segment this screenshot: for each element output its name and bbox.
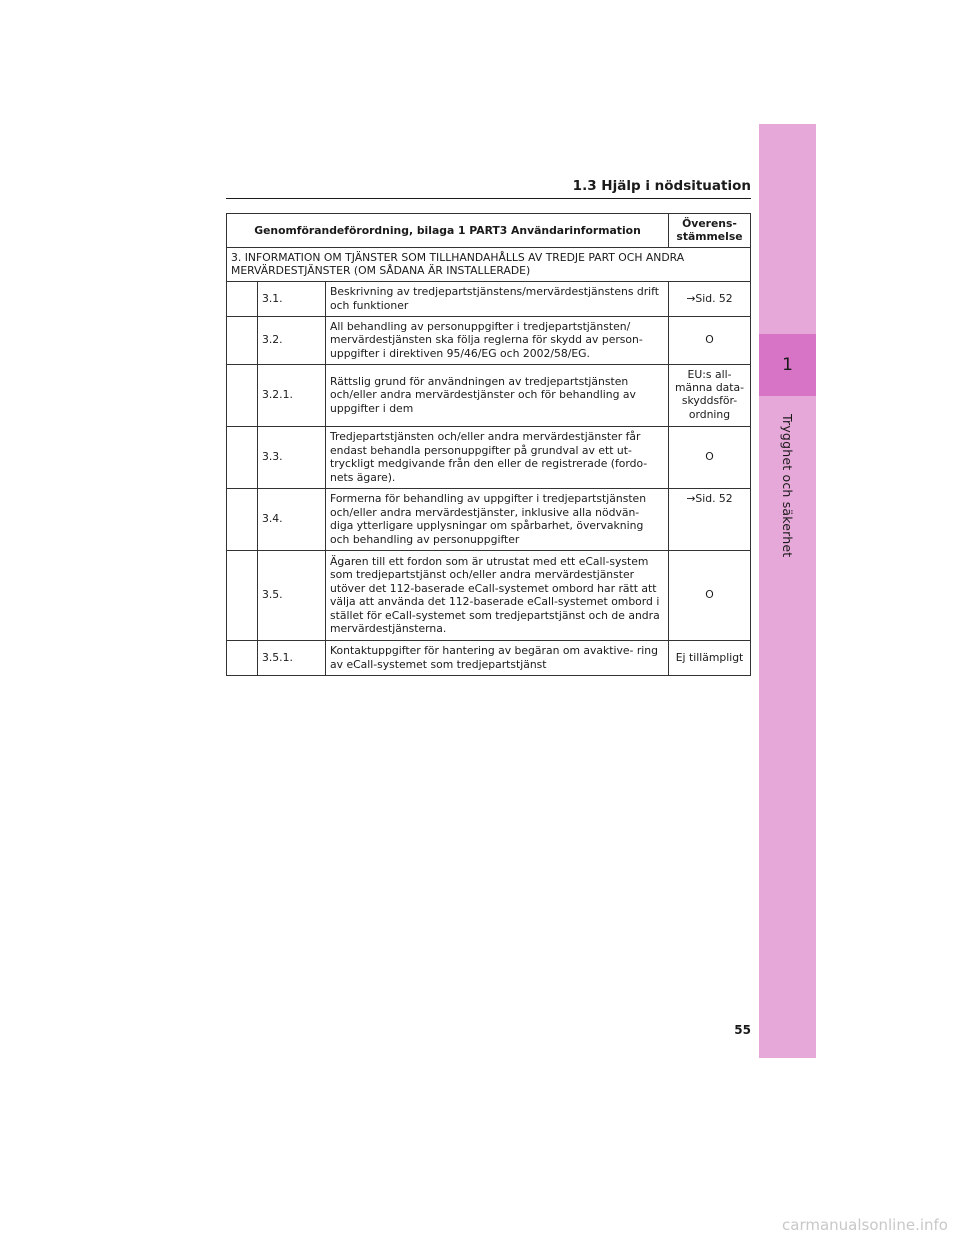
item-conformity: O <box>669 316 751 364</box>
chapter-number: 1 <box>782 355 793 375</box>
user-information-table <box>226 213 751 676</box>
indent-cell <box>227 281 258 316</box>
indent-cell <box>227 364 258 426</box>
table-row <box>227 488 751 550</box>
item-description: All behandling av personuppgifter i tredjepartstjänsten/ mervärdestjänsten ska följa reglerna för skydd av person- uppgifter i direktiven 95/46/EG och 2002/58/EG. <box>326 316 669 364</box>
watermark: carmanualsonline.info <box>782 1216 948 1234</box>
item-conformity: O <box>669 550 751 640</box>
item-description: Kontaktuppgifter för hantering av begäran om avaktive- ring av eCall-systemet som tredjepartstjänst <box>326 640 669 675</box>
item-description: Rättslig grund för användningen av tredjepartstjänsten och/eller andra mervärdestjänster och för behandling av uppgifter i dem <box>326 364 669 426</box>
item-description: Beskrivning av tredjepartstjänstens/mervärdestjänstens drift och funktioner <box>326 281 669 316</box>
item-conformity: Ej tillämpligt <box>669 640 751 675</box>
page-number: 55 <box>734 1023 751 1037</box>
item-number: 3.5. <box>258 550 326 640</box>
table-row <box>227 640 751 675</box>
section-title: 1.3 Hjälp i nödsituation <box>226 178 751 199</box>
table-row <box>227 364 751 426</box>
table-row <box>227 316 751 364</box>
header-main: Genomförandeförordning, bilaga 1 PART3 Användarinformation <box>227 214 669 248</box>
item-description: Tredjepartstjänsten och/eller andra mervärdestjänster får endast behandla personuppgifter på grundval av ett ut- tryckligt medgivande från den eller de registrerade (fordo- nets ägare). <box>326 426 669 488</box>
header-conformity: Överens- stämmelse <box>669 214 751 248</box>
item-number: 3.2.1. <box>258 364 326 426</box>
item-number: 3.1. <box>258 281 326 316</box>
table-header-row <box>227 214 751 248</box>
table-row <box>227 550 751 640</box>
chapter-number-badge <box>759 334 816 396</box>
item-number: 3.2. <box>258 316 326 364</box>
indent-cell <box>227 488 258 550</box>
item-number: 3.3. <box>258 426 326 488</box>
item-conformity: O <box>669 426 751 488</box>
table-row <box>227 426 751 488</box>
chapter-title: Trygghet och säkerhet <box>780 414 795 558</box>
chapter-side-tab <box>759 124 816 1058</box>
table-row <box>227 281 751 316</box>
item-conformity: EU:s all- männa data- skyddsför- ordning <box>669 364 751 426</box>
indent-cell <box>227 316 258 364</box>
indent-cell <box>227 426 258 488</box>
indent-cell <box>227 550 258 640</box>
item-conformity: →Sid. 52 <box>669 281 751 316</box>
item-number: 3.5.1. <box>258 640 326 675</box>
section-row-text: 3. INFORMATION OM TJÄNSTER SOM TILLHANDAHÅLLS AV TREDJE PART OCH ANDRA MERVÄRDESTJÄNSTER (OM SÅDANA ÄR INSTALLERADE) <box>227 247 751 281</box>
item-description: Formerna för behandling av uppgifter i tredjepartstjänsten och/eller andra mervärdestjänster, inklusive alla nödvän- diga ytterligare upplysningar om spårbarhet, övervakning och behandling av personuppgifter <box>326 488 669 550</box>
item-number: 3.4. <box>258 488 326 550</box>
indent-cell <box>227 640 258 675</box>
item-description: Ägaren till ett fordon som är utrustat med ett eCall-system som tredjepartstjänst och/eller andra mervärdestjänster utöver det 112-baserade eCall-systemet ombord har rätt att välja att använda det 112-baserade eCall-systemet ombord i stället för eCall-systemet som tredjepartstjänst och de andra mervärdestjänsterna. <box>326 550 669 640</box>
item-conformity: →Sid. 52 <box>669 488 751 550</box>
section-row <box>227 247 751 281</box>
